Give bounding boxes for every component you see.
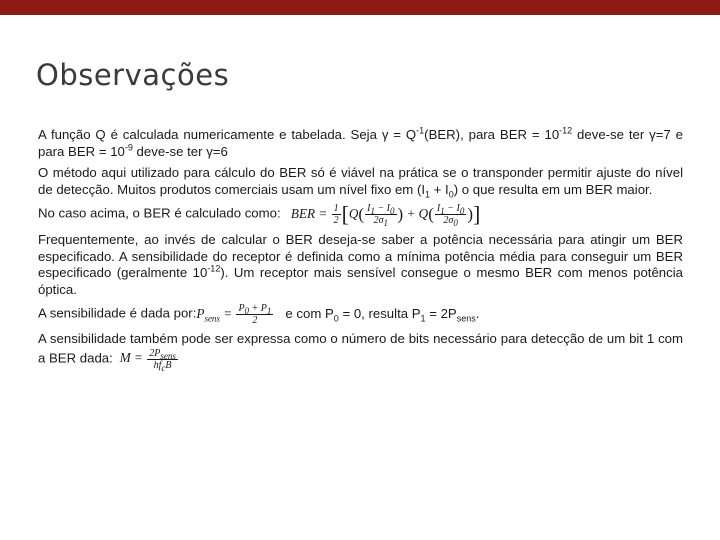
bits-intro-text: A sensibilidade também pode ser expressa como o número de bits necessário para detecção de um bit 1 com a BER dada: [38,331,683,366]
slide-title: Observações [36,58,230,92]
slide-body [38,127,683,376]
paragraph-q-function: A função Q é calculada numericamente e tabelada. Seja $\gamma = Q^{-1}(BER)$, para BER = $10^{-12}$ deve-se ter γ=7 e para BER = $10^{-9}$ deve-se ter γ=6 [38,125,683,159]
bits-formula: M = $\frac{2P_{sens}}{hf_cB}$ [116,347,176,373]
sensitivity-intro-text: A sensibilidade é dada por: [38,305,197,321]
title-bar [0,0,720,15]
sensitivity-formula: $P_{sens}$ = $\frac{P_0 + P_1}{2}$ [196,303,272,326]
paragraph-sensitivity-definition: Frequentemente, ao invés de calcular o BER deseja-se saber a potência necessária para atingir um BER especificado. A sensibilidade do receptor é definida como a mínima potência média para conseguir um BER especificado (geralmente $10^{-12}$). Um receptor mais sensível consegue o mesmo BER com menos potência óptica. [38,232,683,297]
ber-formula: BER = $\frac{1}{2}$ [Q( $\frac{I_1 - I_0}{2\sigma_1}$ ) + Q( $\frac{I_1 - I_0}{2\sigma_0}$ )] [284,201,481,228]
sensitivity-tail-text: e com $P_0 = 0$, resulta $P_1 = 2P_{sens}$. [285,305,480,324]
paragraph-sensitivity-formula [38,303,683,326]
ber-intro-text: No caso acima, o BER é calculado como: [38,205,281,221]
paragraph-bits-required [38,331,683,371]
paragraph-detection-level: O método aqui utilizado para cálculo do BER só é viável na prática se o transponder permitir ajuste do nível de detecção. Muitos produtos comerciais usam um nível fixo em $(I_1 + I_0)$ o que resulta em um BER maior. [38,165,683,200]
paragraph-ber-formula [38,203,683,226]
